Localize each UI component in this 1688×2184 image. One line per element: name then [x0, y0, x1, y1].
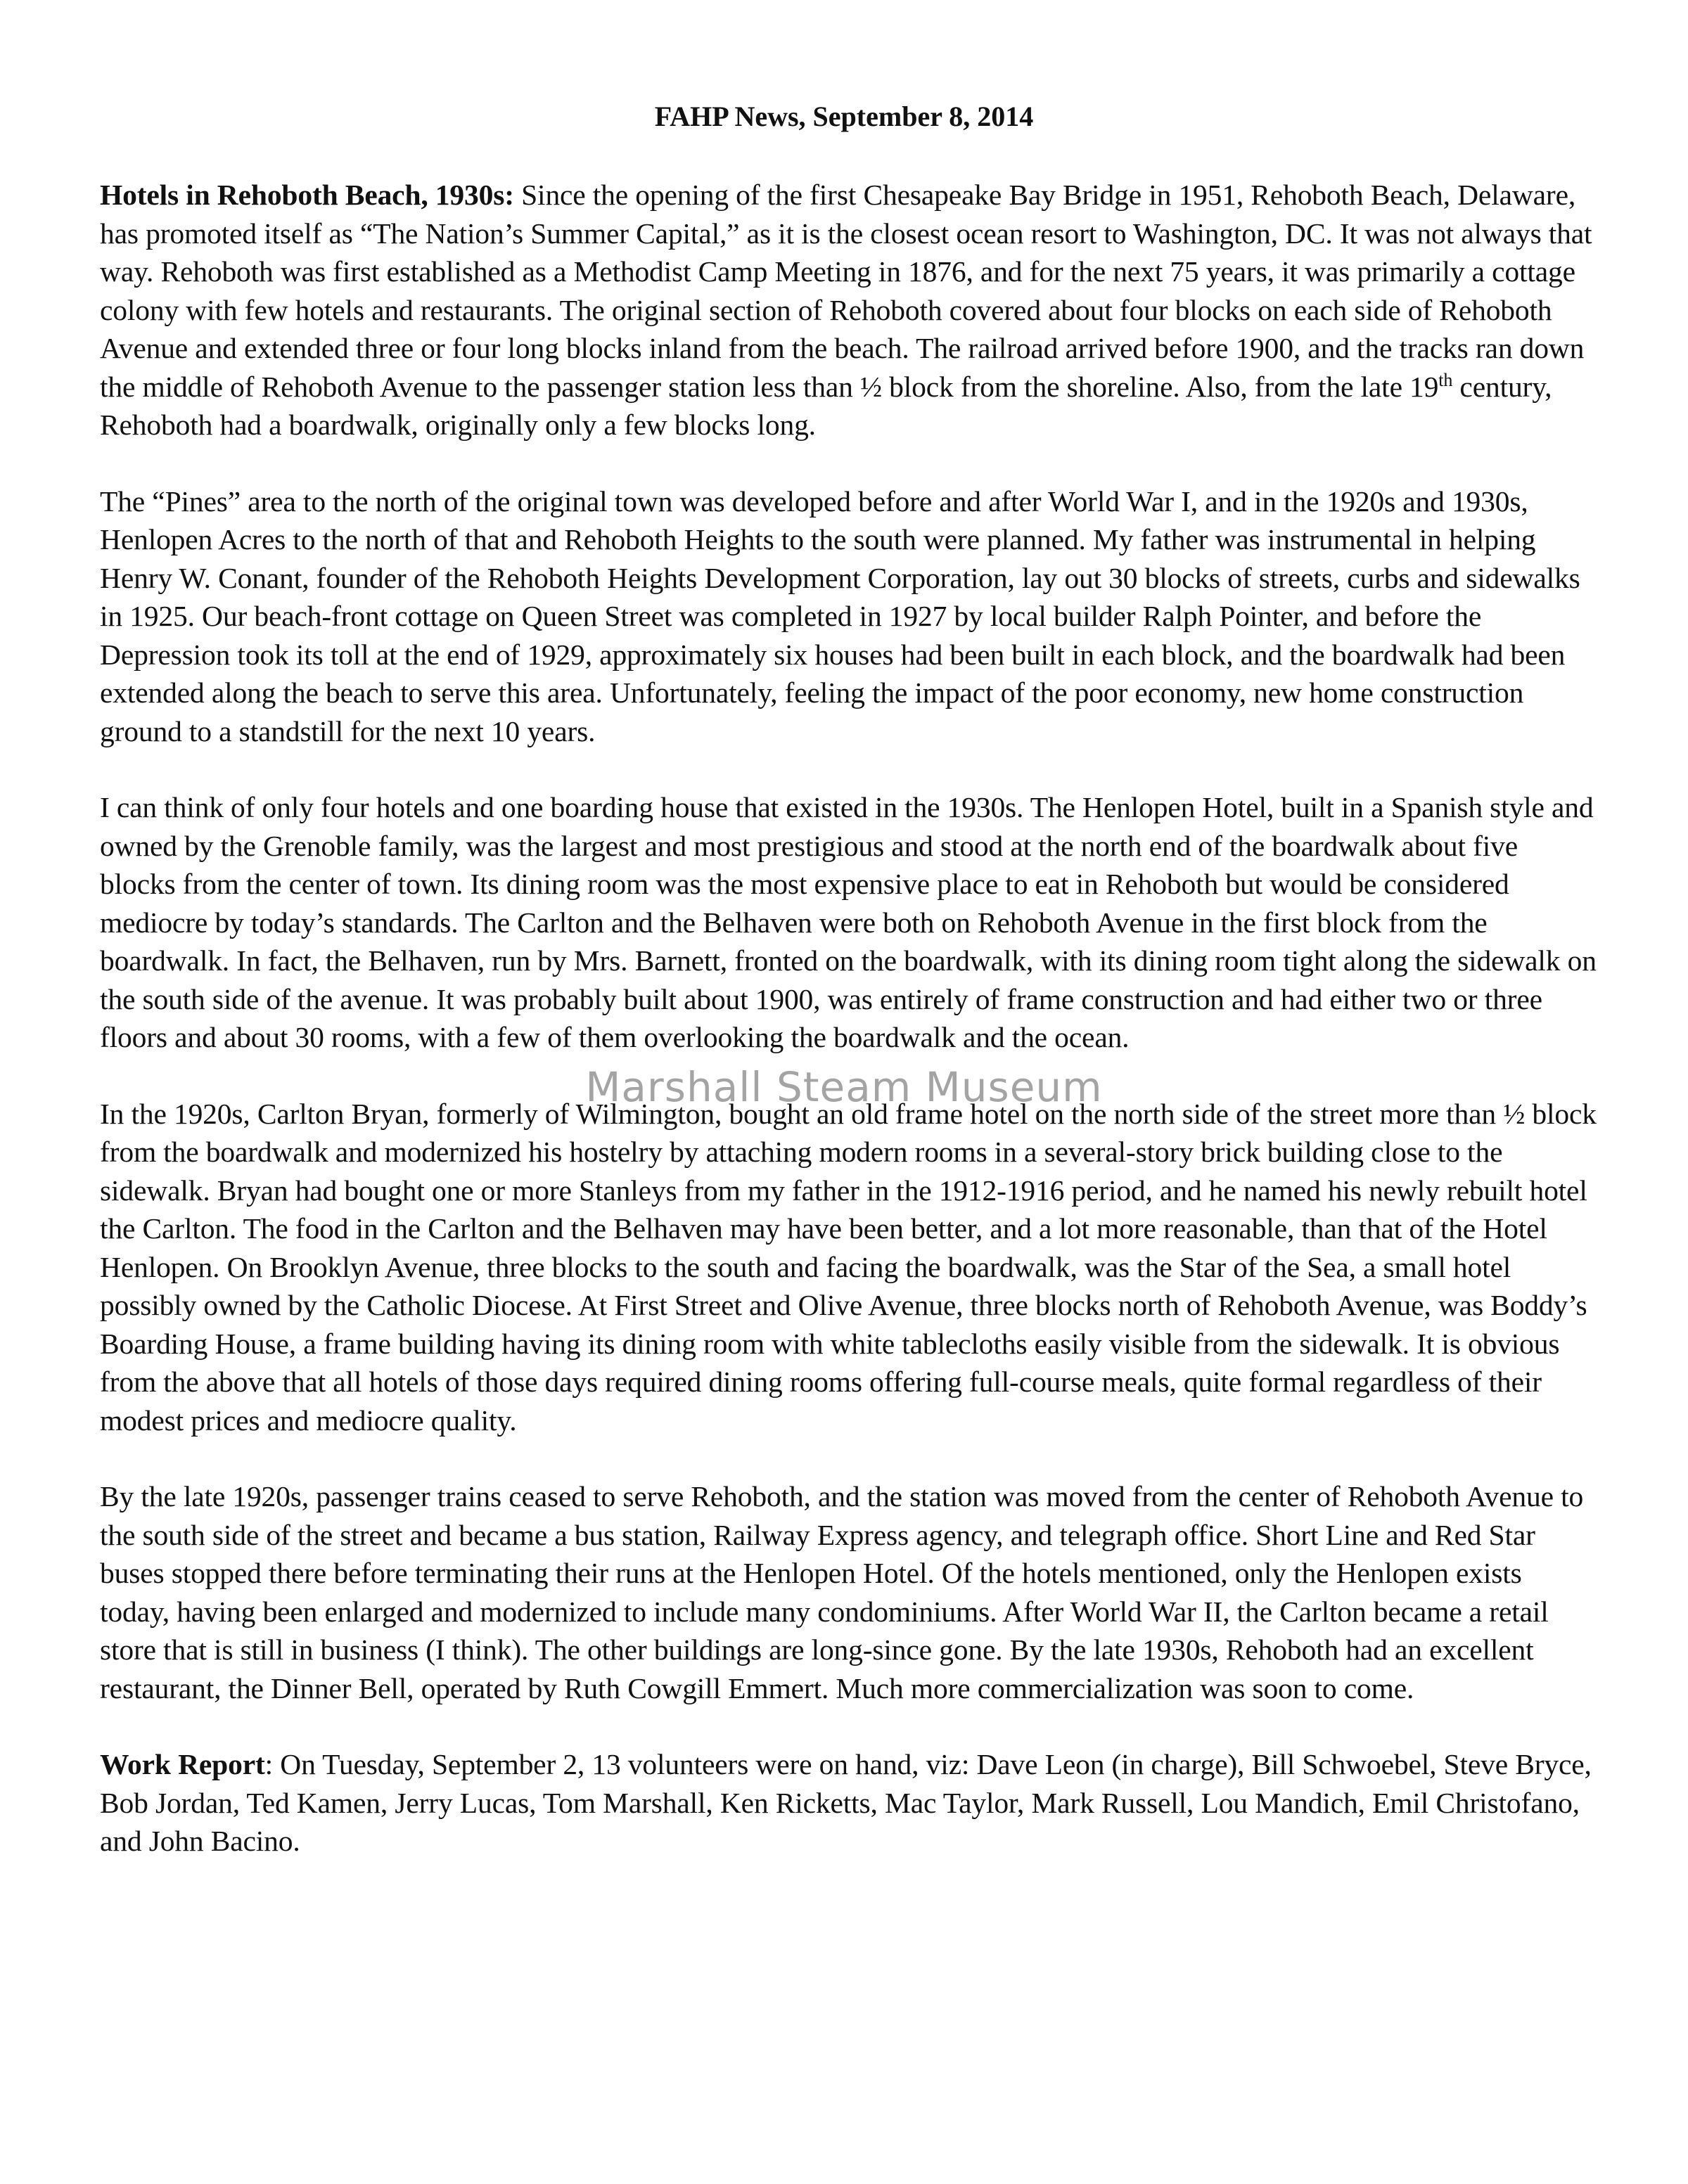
paragraph-work-report: [100, 1745, 1598, 1861]
watermark: Marshall Steam Museum: [585, 1063, 1103, 1111]
paragraph-pines: The “Pines” area to the north of the original town was developed before and after World War I, and in the 1920s and 1930s, Henlopen Acres to the north of that and Rehoboth Heights to the south were planned. My father was instrumental in helping Henry W. Conant, founder of the Rehoboth Heights Development Corporation, lay out 30 blocks of streets, curbs and sidewalks in 1925. Our beach-front cottage on Queen Street was completed in 1927 by local builder Ralph Pointer, and before the Depression took its toll at the end of 1929, approximately six houses had been built in each block, and the boardwalk had been extended along the beach to serve this area. Unfortunately, feeling the impact of the poor economy, new home construction ground to a standstill for the next 10 years.: [100, 484, 1580, 747]
paragraph-four-hotels: I can think of only four hotels and one boarding house that existed in the 1930s. The Henlopen Hotel, built in a Spanish style and owned by the Grenoble family, was the largest and most prestigious and stood at the north end of the boardwalk about five blocks from the center of town. Its dining room was the most expensive place to eat in Rehoboth but would be considered mediocre by today’s standards. The Carlton and the Belhaven were both on Rehoboth Avenue in the first block from the boardwalk. In fact, the Belhaven, run by Mrs. Barnett, fronted on the boardwalk, with its dining room tight along the sidewalk on the south side of the avenue. It was probably built about 1900, was entirely of frame construction and had either two or three floors and about 30 rooms, with a few of them overlooking the boardwalk and the ocean.: [100, 791, 1597, 1053]
paragraph-text: century, Rehoboth had a boardwalk, originally only a few blocks long.: [100, 370, 1552, 441]
section-heading-work-report: Work Report: [100, 1748, 265, 1780]
page-title: FAHP News, September 8, 2014: [654, 101, 1034, 132]
paragraph-hotels-intro: [100, 176, 1598, 444]
paragraph-carlton: In the 1920s, Carlton Bryan, formerly of Wilmington, bought an old frame hotel on the north side of the street more than ½ block from the boardwalk and modernized his hostelry by attaching modern rooms in a several-story brick building close to the sidewalk. Bryan had bought one or more Stanleys from my father in the 1912-1916 period, and he named his newly rebuilt hotel the Carlton. The food in the Carlton and the Belhaven may have been better, and a lot more reasonable, than that of the Hotel Henlopen. On Brooklyn Avenue, three blocks to the south and facing the boardwalk, was the Star of the Sea, a small hotel possibly owned by the Catholic Diocese. At First Street and Olive Avenue, three blocks north of Rehoboth Avenue, was Boddy’s Boarding House, a frame building having its dining room with white tablecloths easily visible from the sidewalk. It is obvious from the above that all hotels of those days required dining rooms offering full-course meals, quite formal regardless of their modest prices and mediocre quality.: [100, 1097, 1597, 1437]
article-body: [100, 176, 1598, 1899]
superscript-th: th: [1438, 369, 1453, 390]
paragraph-late-1920s: By the late 1920s, passenger trains ceased to serve Rehoboth, and the station was moved from the center of Rehoboth Avenue to the south side of the street and became a bus station, Railway Express agency, and telegraph office. Short Line and Red Star buses stopped there before terminating their runs at the Henlopen Hotel. Of the hotels mentioned, only the Henlopen exists today, having been enlarged and modernized to include many condominiums. After World War II, the Carlton became a retail store that is still in business (I think). The other buildings are long-since gone. By the late 1930s, Rehoboth had an excellent restaurant, the Dinner Bell, operated by Ruth Cowgill Emmert. Much more commercialization was soon to come.: [100, 1480, 1584, 1704]
paragraph-text: Since the opening of the first Chesapeake Bay Bridge in 1951, Rehoboth Beach, Delaware, has promoted itself as “The Nation’s Summer Capital,” as it is the closest ocean resort to Washington, DC. It was not always that way. Rehoboth was first established as a Methodist Camp Meeting in 1876, and for the next 75 years, it was primarily a cottage colony with few hotels and restaurants. The original section of Rehoboth covered about four blocks on each side of Rehoboth Avenue and extended three or four long blocks inland from the beach. The railroad arrived before 1900, and the tracks ran down the middle of Rehoboth Avenue to the passenger station less than ½ block from the shoreline. Also, from the late 19: [100, 179, 1592, 403]
section-heading-hotels: Hotels in Rehoboth Beach, 1930s:: [100, 179, 514, 211]
paragraph-text: : On Tuesday, September 2, 13 volunteers were on hand, viz: Dave Leon (in charge), Bill Schwoebel, Steve Bryce, Bob Jordan, Ted Kamen, Jerry Lucas, Tom Marshall, Ken Ricketts, Mac Taylor, Mark Russell, Lou Mandich, Emil Christofano, and John Bacino.: [100, 1748, 1592, 1857]
